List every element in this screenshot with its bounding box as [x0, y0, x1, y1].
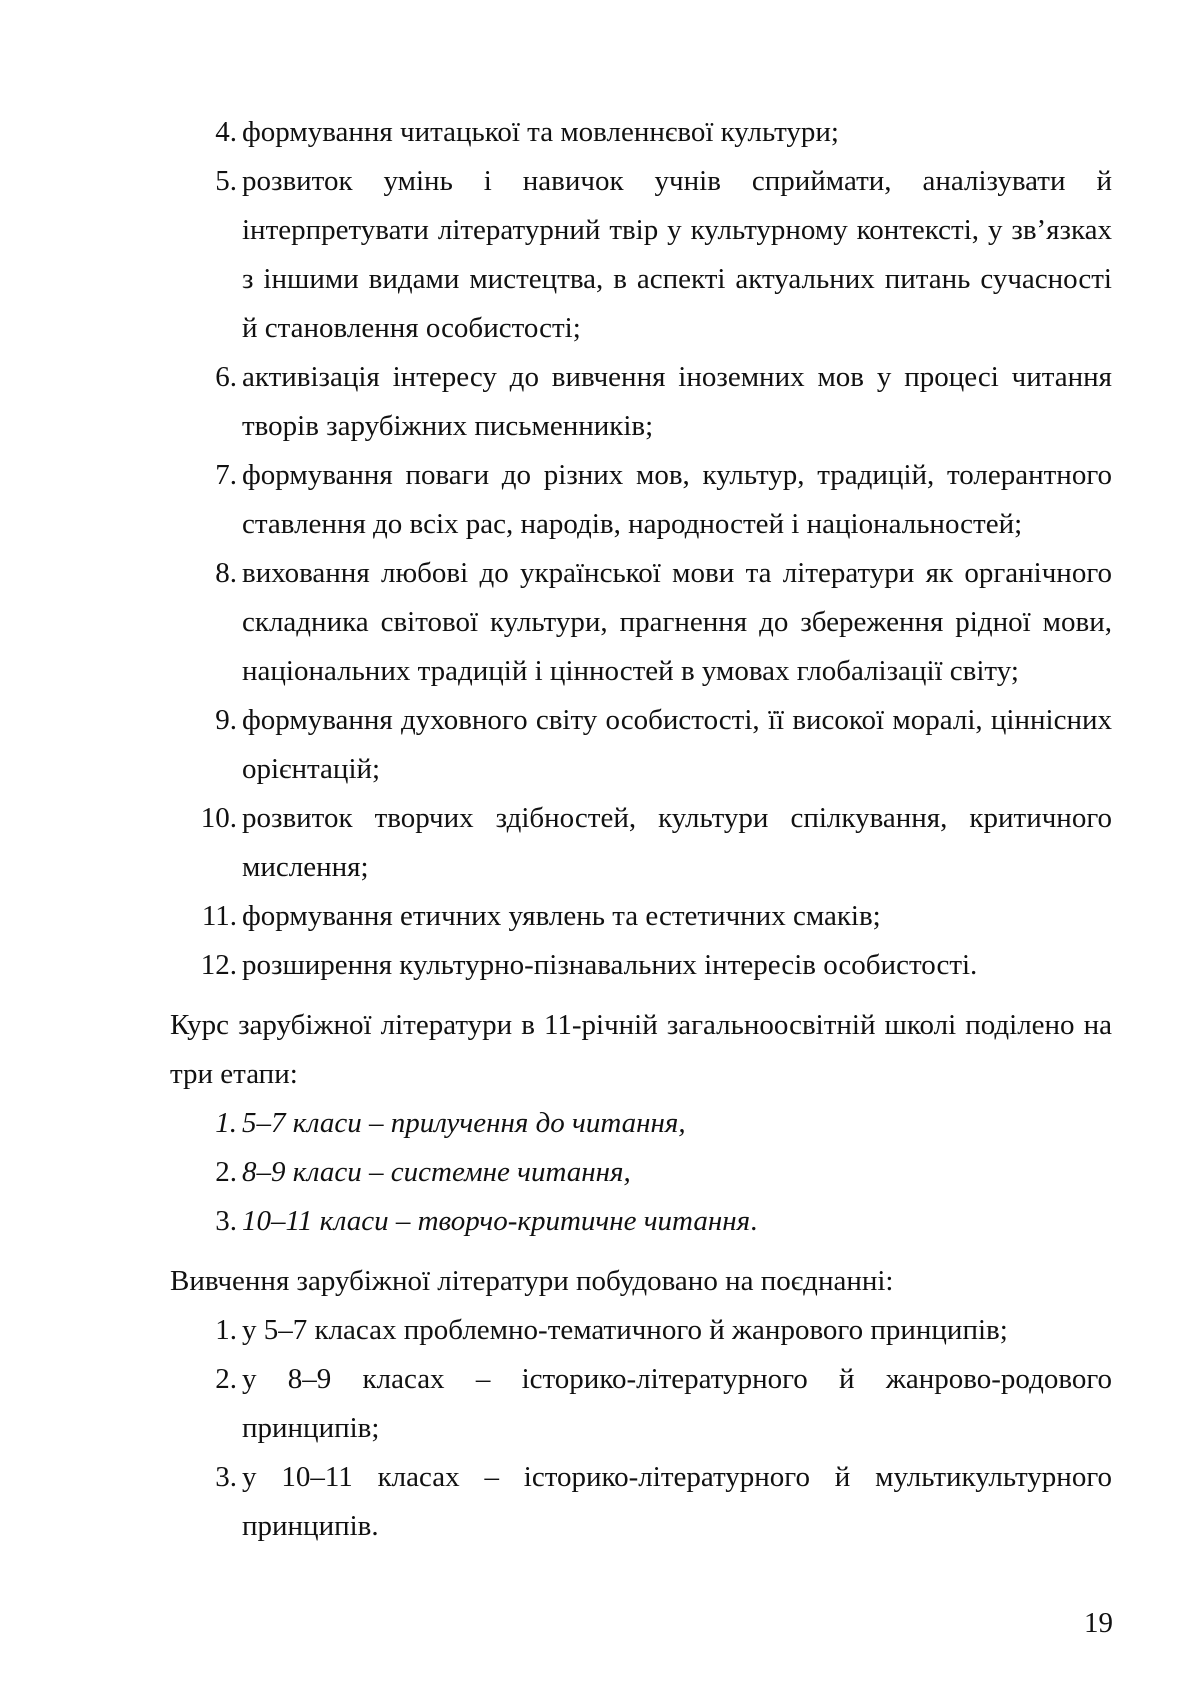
list-item-number: 5. — [215, 165, 237, 197]
list-item-text: виховання любові до української мови та літератури як органічного складника світової культури, прагнення до збереження рідної мови, національних традицій і цінностей в умовах глобалізації світу; — [242, 557, 1112, 687]
list-item — [170, 451, 1112, 549]
list-item-text: 5–7 класи – прилучення до читання, — [242, 1107, 686, 1139]
list-item — [170, 794, 1112, 892]
page-body — [170, 108, 1112, 1551]
list-item — [170, 1148, 1112, 1197]
list-item-number: 1. — [215, 1314, 237, 1346]
list-item-number: 11. — [201, 900, 237, 932]
list-item — [170, 1197, 1112, 1246]
page-number: 19 — [1084, 1607, 1113, 1639]
list-item-text: у 8–9 класах – історико-літературного й жанрово-родового принципів; — [242, 1363, 1112, 1444]
list-item-number: 6. — [215, 361, 237, 393]
list-item-number: 2. — [215, 1156, 237, 1188]
list-item-number: 3. — [215, 1461, 237, 1493]
list-item-text: 8–9 класи – системне читання, — [242, 1156, 631, 1188]
list-item-end-punctuation: . — [750, 1205, 758, 1237]
list-item — [170, 892, 1112, 941]
list-item — [170, 1453, 1112, 1551]
list-item — [170, 549, 1112, 696]
list-item-text: у 5–7 класах проблемно-тематичного й жанрового принципів; — [242, 1314, 1008, 1346]
list-item — [170, 941, 1112, 990]
list-item — [170, 1099, 1112, 1148]
list-item-text: розвиток умінь і навичок учнів сприймати, аналізувати й інтерпретувати літературний твір у культурному контексті, у зв’язках з іншими видами мистецтва, в аспекті актуальних питань сучасності й становлення особистості; — [242, 165, 1112, 344]
stages-list — [170, 1099, 1112, 1246]
list-item-text: розширення культурно-пізнавальних інтересів особистості. — [242, 949, 978, 981]
list-item-text: розвиток творчих здібностей, культури спілкування, критичного мислення; — [242, 802, 1112, 883]
list-item-text: формування читацької та мовленнєвої культури; — [242, 116, 839, 148]
list-item — [170, 1355, 1112, 1453]
list-item — [170, 157, 1112, 353]
list-item-text: у 10–11 класах – історико-літературного й мультикультурного принципів. — [242, 1461, 1112, 1542]
list-item-text: формування етичних уявлень та естетичних смаків; — [242, 900, 881, 932]
list-item-text: формування поваги до різних мов, культур, традицій, толерантного ставлення до всіх рас, народів, народностей і національностей; — [242, 459, 1112, 540]
list-item-number: 7. — [215, 459, 237, 491]
list-item-number: 2. — [215, 1363, 237, 1395]
list-item — [170, 1306, 1112, 1355]
list-item-number: 10. — [200, 802, 237, 834]
list-item-text: 10–11 класи – творчо-критичне читання — [242, 1205, 751, 1237]
paragraph-study-principles: Вивчення зарубіжної літератури побудовано на поєднанні: — [170, 1265, 894, 1297]
list-item-number: 8. — [215, 557, 237, 589]
list-item-number: 1. — [215, 1107, 237, 1139]
list-item — [170, 108, 1112, 157]
list-item-text: формування духовного світу особистості, її високої моралі, ціннісних орієнтацій; — [242, 704, 1112, 785]
list-item — [170, 353, 1112, 451]
principles-list — [170, 1306, 1112, 1551]
list-item-number: 3. — [215, 1205, 237, 1237]
list-item-number: 4. — [215, 116, 237, 148]
list-item — [170, 696, 1112, 794]
list-item-text: активізація інтересу до вивчення іноземних мов у процесі читання творів зарубіжних письменників; — [242, 361, 1112, 442]
goals-list — [170, 108, 1112, 990]
list-item-number: 12. — [200, 949, 237, 981]
paragraph-course-stages: Курс зарубіжної літератури в 11-річній загальноосвітній школі поділено на три етапи: — [170, 1009, 1112, 1090]
list-item-number: 9. — [215, 704, 237, 736]
